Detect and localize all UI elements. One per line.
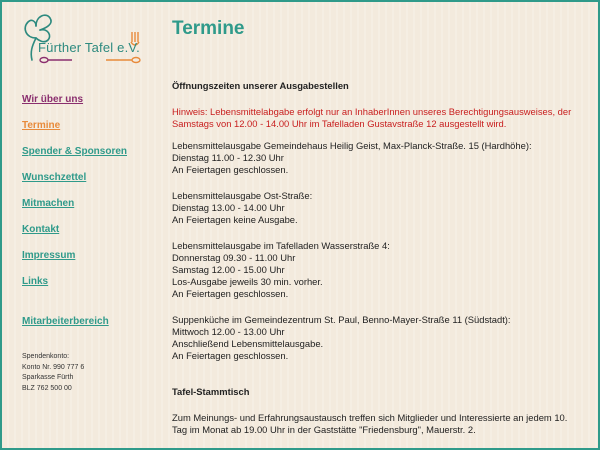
bank-account-info [22,352,152,394]
nav-link-mitarbeiterbereich[interactable]: Mitarbeiterbereich [22,316,109,327]
nav-link-mitmachen[interactable]: Mitmachen [22,198,75,209]
bank-account-title: Spendenkonto: [22,353,70,360]
location-title: Suppenküche im Gemeindezentrum St. Paul, Benno-Mayer-Straße 11 (Südstadt): [172,314,511,325]
location-note: An Feiertagen geschlossen. [172,164,289,175]
location-block-ost-strasse [172,190,588,226]
location-note: Los-Ausgabe jeweils 30 min. vorher. [172,276,323,287]
nav-link-spender-sponsoren[interactable]: Spender & Sponsoren [22,146,128,157]
location-hours: Dienstag 11.00 - 12.30 Uhr [172,152,284,163]
location-hours: Samstag 12.00 - 15.00 Uhr [172,264,285,275]
location-note: An Feiertagen geschlossen. [172,288,289,299]
nav-link-termine[interactable]: Termine [22,120,61,131]
notice-line-1: Hinweis: Lebensmittelabgabe erfolgt nur an InhaberInnen unseres Berechtigungsausweises, der [172,106,572,117]
stammtisch-text-line-2: Tag im Monat ab 19.00 Uhr in der Gaststätte "Friedensburg", Mauerstr. 2. [172,424,476,435]
bank-name: Sparkasse Fürth [22,374,74,381]
location-note: An Feiertagen keine Ausgabe. [172,214,298,225]
nav-link-kontakt[interactable]: Kontakt [22,224,60,235]
section-heading-stammtisch: Tafel-Stammtisch [172,386,250,397]
nav-link-links[interactable]: Links [22,276,49,287]
logo-text: Fürther Tafel e.V. [38,40,140,55]
location-hours: Donnerstag 09.30 - 11.00 Uhr [172,252,296,263]
location-note: An Feiertagen geschlossen. [172,350,289,361]
bank-code: BLZ 762 500 00 [22,384,72,392]
location-note: Anschließend Lebensmittelausgabe. [172,338,324,349]
cloverleaf-logo-icon [14,8,154,68]
location-block-st-paul [172,314,588,362]
nav-link-wunschzettel[interactable]: Wunschzettel [22,172,87,183]
logo[interactable] [14,8,154,68]
stammtisch-text-line-1: Zum Meinungs- und Erfahrungsaustausch treffen sich Mitglieder und Interessierte an jedem 10. [172,412,568,423]
nav-link-wir-ueber-uns[interactable]: Wir über uns [22,94,84,105]
section-heading-opening-hours: Öffnungszeiten unserer Ausgabestellen [172,80,349,91]
nav-link-impressum[interactable]: Impressum [22,250,76,261]
bank-account-number: Konto Nr. 990 777 6 [22,363,85,371]
location-title: Lebensmittelausgabe Ost-Straße: [172,190,313,201]
location-hours: Mittwoch 12.00 - 13.00 Uhr [172,326,285,337]
notice-line-2: Samstags von 12.00 - 14.00 Uhr im Tafelladen Gustavstraße 12 ausgestellt wird. [172,118,507,129]
location-block-heilig-geist [172,140,588,176]
location-hours: Dienstag 13.00 - 14.00 Uhr [172,202,285,213]
location-title: Lebensmittelausgabe im Tafelladen Wasserstraße 4: [172,240,390,251]
page-title: Termine [172,18,245,39]
location-block-tafelladen [172,240,588,300]
location-title: Lebensmittelausgabe Gemeindehaus Heilig Geist, Max-Planck-Straße. 15 (Hardhöhe): [172,140,532,151]
main-content [172,80,588,436]
